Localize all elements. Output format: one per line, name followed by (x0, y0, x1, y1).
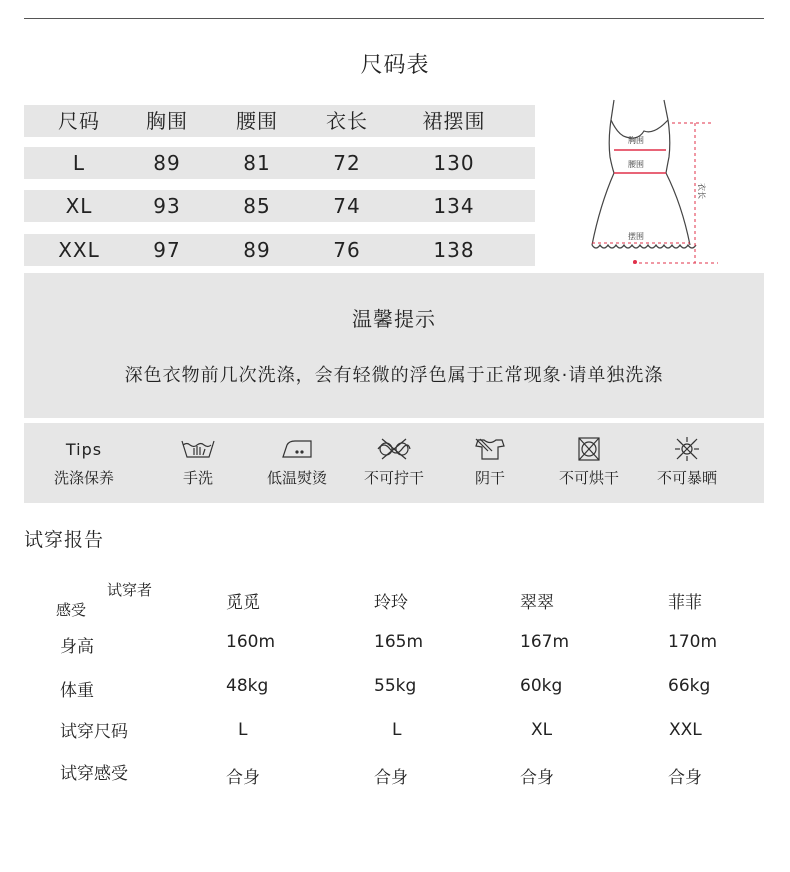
size-table-row (24, 147, 535, 179)
chest-label: 胸围 (628, 136, 644, 145)
report-row-label: 体重 (60, 681, 94, 701)
size-cell: 89 (243, 238, 271, 262)
waist-label: 腰围 (628, 160, 644, 169)
report-value: 66kg (668, 676, 711, 696)
report-value: 165m (374, 632, 424, 652)
report-value: 167m (520, 632, 570, 652)
size-cell: 81 (243, 151, 271, 175)
report-value: L (392, 720, 402, 740)
report-corner-testers: 试穿者 (107, 581, 153, 599)
shade-dry-icon (470, 437, 510, 461)
report-value: 160m (226, 632, 276, 652)
size-cell: 76 (333, 238, 361, 262)
care-item-low-iron (252, 423, 342, 503)
care-label: 低温熨烫 (266, 469, 327, 487)
size-cell: XXL (58, 238, 100, 262)
size-cell: 130 (433, 151, 475, 175)
header-cell: 衣长 (326, 109, 368, 133)
size-cell: 93 (153, 194, 181, 218)
length-label: 衣长 (697, 183, 706, 199)
care-label: 不可暴晒 (656, 469, 717, 487)
page-title: 尺码表 (360, 53, 430, 78)
tips-title: 温馨提示 (352, 307, 436, 331)
report-value: XXL (669, 720, 702, 740)
care-item-no-sun (646, 423, 728, 503)
size-cell: 89 (153, 151, 181, 175)
top-divider (24, 18, 764, 19)
no-wring-icon (374, 437, 414, 461)
header-cell: 裙摆围 (422, 109, 486, 133)
care-item-shade-dry (454, 423, 526, 503)
size-cell: 138 (433, 238, 475, 262)
size-cell: L (72, 151, 86, 175)
care-label: 不可拧干 (363, 469, 424, 487)
care-strip (24, 423, 764, 503)
no-sun-icon (667, 437, 707, 461)
tester-name: 翠翠 (520, 593, 554, 613)
report-value: 60kg (520, 676, 563, 696)
header-cell: 腰围 (236, 109, 278, 133)
care-label: 阴干 (474, 469, 505, 487)
tester-name: 玲玲 (374, 593, 408, 613)
header-cell: 胸围 (146, 109, 188, 133)
tester-name: 觅觅 (226, 593, 260, 613)
report-value: 48kg (226, 676, 269, 696)
size-cell: XL (65, 194, 93, 218)
tips-panel (24, 273, 764, 418)
tips-label: 洗涤保养 (53, 469, 114, 487)
care-label: 不可烘干 (558, 469, 619, 487)
report-value: 170m (668, 632, 718, 652)
size-table-row (24, 234, 535, 266)
report-row-label: 试穿尺码 (60, 722, 128, 742)
tips-text: 深色衣物前几次洗涤，会有轻微的浮色属于正常现象·请单独洗涤 (124, 365, 664, 386)
report-value: 合身 (520, 768, 554, 788)
report-value: 合身 (226, 768, 260, 788)
report-value: XL (531, 720, 553, 740)
header-cell: 尺码 (58, 109, 100, 133)
size-cell: 97 (153, 238, 181, 262)
no-tumble-dry-icon (569, 437, 609, 461)
report-title: 试穿报告 (24, 529, 105, 551)
report-row-label: 身高 (60, 637, 94, 657)
hem-label: 摆围 (628, 232, 644, 241)
size-table-row (24, 190, 535, 222)
care-tips (44, 423, 124, 503)
tips-word: Tips (65, 440, 103, 459)
size-cell: 72 (333, 151, 361, 175)
size-cell: 134 (433, 194, 475, 218)
report-row-label: 试穿感受 (60, 764, 128, 784)
care-item-no-tumble-dry (549, 423, 629, 503)
care-item-no-wring (354, 423, 434, 503)
size-cell: 85 (243, 194, 271, 218)
dress-outline-icon (578, 95, 728, 270)
size-table-header (24, 105, 535, 137)
care-label: 手洗 (182, 469, 213, 487)
report-value: 合身 (668, 768, 702, 788)
report-corner-feeling: 感受 (56, 601, 87, 619)
hand-wash-icon (178, 437, 218, 461)
report-value: 55kg (374, 676, 417, 696)
care-item-hand-wash (160, 423, 236, 503)
low-iron-icon (277, 437, 317, 461)
tester-name: 菲菲 (668, 593, 702, 613)
report-value: L (238, 720, 248, 740)
size-cell: 74 (333, 194, 361, 218)
report-value: 合身 (374, 768, 408, 788)
dress-diagram (578, 95, 728, 270)
